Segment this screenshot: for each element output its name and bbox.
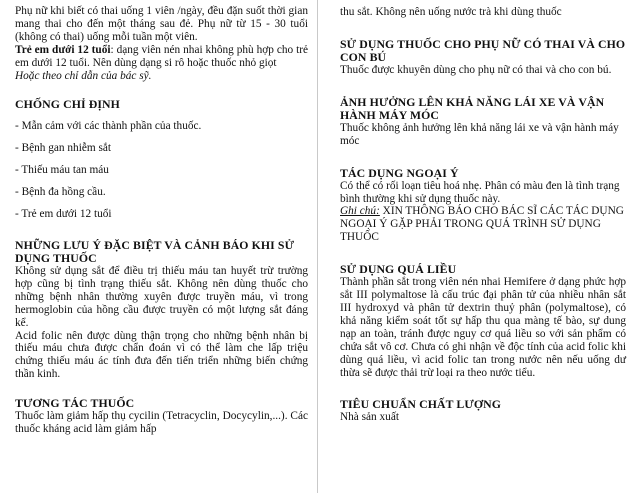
quality-heading: TIÊU CHUẨN CHẤT LƯỢNG bbox=[340, 397, 502, 412]
note-paragraph bbox=[340, 205, 626, 244]
contra-item: - Trẻ em dưới 12 tuổi bbox=[15, 208, 112, 221]
pregnancy-paragraph: Thuốc được khuyên dùng cho phụ nữ có thai và cho con bú. bbox=[340, 63, 612, 76]
side-effects-paragraph: Có thể có rối loạn tiêu hoá nhẹ. Phân có màu đen là tình trạng bình thường khi sử dụng thuốc này. bbox=[340, 179, 620, 205]
note-label: Ghi chú: bbox=[340, 205, 380, 218]
warnings-heading: NHỮNG LƯU Ý ĐẶC BIỆT VÀ CẢNH BÁO KHI SỬ DỤNG THUỐC bbox=[15, 237, 295, 265]
doctor-note: Hoặc theo chỉ dẫn của bác sỹ. bbox=[15, 69, 152, 82]
children-paragraph bbox=[15, 44, 308, 70]
children-lead: Trẻ em dưới 12 tuổi bbox=[15, 43, 111, 56]
interactions-heading: TƯƠNG TÁC THUỐC bbox=[15, 396, 135, 411]
interactions-paragraph: Thuốc làm giảm hấp thụ cycilin (Tetracyclin, Docycylin,...). Các thuốc kháng acid làm giảm hấp bbox=[15, 410, 308, 436]
warnings-paragraph-1: Không sử dụng sắt để điều trị thiếu máu tan huyết trừ trường hợp cũng bị tình trạng thiếu sắt. Không nên dùng thuốc cho những bệnh nhân thường xuyên được truyền máu, vì trong hermoglobin của hồng cầu được truyền có một lượng sắt đáng kể. bbox=[15, 264, 308, 329]
continued-paragraph: thu sắt. Không nên uống nước trà khi dùng thuốc bbox=[340, 6, 562, 18]
contra-item: - Bệnh gan nhiễm sắt bbox=[15, 142, 112, 155]
contra-item: - Thiếu máu tan máu bbox=[15, 164, 109, 177]
overdose-paragraph: Thành phần sắt trong viên nén nhai Hemifere ở dạng phức hợp sắt III polymaltose là cấu trúc đại phân tử của nhiều nhân sắt III hydroxyd và phân tử dextrin thuỷ phân (polymaltose), có khả năng kiểm soát tốt sự hấp thu qua màng tế bào, sự dung nạp an toàn, tránh được nguy cơ quá liều so với sản phẩm có chứa sắt vô cơ. Chưa có ghi nhận về độc tính của acid folic khi dùng quá liều, vì acid folic tan trong nước nên nếu uống dư thừa sẽ được thải trừ loại ra theo nước tiểu. bbox=[340, 276, 626, 379]
contra-item: - Bệnh đa hồng cầu. bbox=[15, 186, 106, 199]
warnings-paragraph-2: Acid folic nên được dùng thận trọng cho những bệnh nhân bị thiếu máu chưa được chẩn đoán vì có thể làm che lấp triệu chứng thiếu máu ác tính đưa đến tiến triển những biến chứng thần kinh. bbox=[15, 329, 308, 381]
usage-paragraph: Phụ nữ khi biết có thai uống 1 viên /ngày, đều đặn suốt thời gian mang thai cho đến một tháng sau đẻ. Phụ nữ từ 15 - 30 tuổi (không có thai) uống mỗi tuần một viên. bbox=[15, 5, 308, 43]
driving-paragraph: Thuốc không ảnh hưởng lên khả năng lái xe và vận hành máy móc bbox=[340, 121, 619, 147]
right-page bbox=[318, 0, 636, 493]
quality-paragraph: Nhà sản xuất bbox=[340, 411, 399, 424]
overdose-heading: SỬ DỤNG QUÁ LIỀU bbox=[340, 262, 457, 277]
driving-heading: ẢNH HƯỞNG LÊN KHẢ NĂNG LÁI XE VÀ VẬN HÀNH MÁY MÓC bbox=[340, 94, 605, 122]
contra-item: - Mẫn cảm với các thành phần của thuốc. bbox=[15, 120, 202, 133]
children-text: : dạng viên nén nhai không phù hợp cho trẻ em dưới 12 tuổi. Nên dùng dạng si rô hoặc thuốc nhỏ giọt bbox=[15, 43, 308, 69]
pregnancy-heading: SỬ DỤNG THUỐC CHO PHỤ NỮ CÓ THAI VÀ CHO CON BÚ bbox=[340, 36, 626, 64]
note-text: XIN THÔNG BÁO CHO BÁC SĨ CÁC TÁC DỤNG NGOẠI Ý GẶP PHẢI TRONG QUÁ TRÌNH SỬ DỤNG THUỐC bbox=[340, 205, 624, 244]
contraindications-heading: CHỐNG CHỈ ĐỊNH bbox=[15, 97, 120, 112]
side-effects-heading: TÁC DỤNG NGOẠI Ý bbox=[340, 165, 459, 180]
